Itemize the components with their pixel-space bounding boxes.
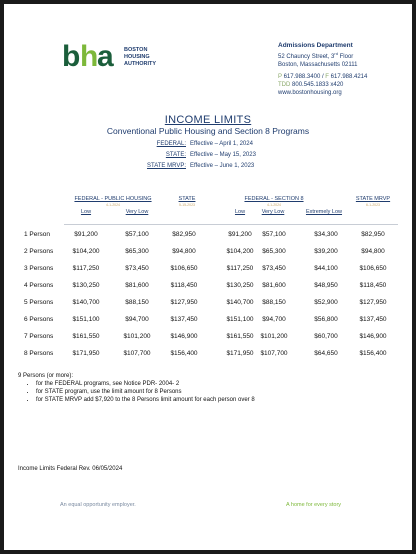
street-address: 52 Chauncy Street, 3rd Floor [278,51,354,60]
row-label: 4 Persons [24,282,54,289]
table-cell: $73,450 [125,265,149,272]
group-date-federal-ph: 4-1-2024 [105,203,120,207]
table-cell: $130,250 [72,282,100,289]
table-cell: $146,900 [170,333,198,340]
table-cell: $34,300 [314,231,338,238]
footer-equal-opportunity: An equal opportunity employer. [60,502,136,508]
table-cell: $171,950 [72,350,100,357]
table-cell: $91,200 [228,231,252,238]
logo-wordmark: BOSTON HOUSING AUTHORITY [124,47,157,67]
group-header-state-mrvp: STATE MRVP [355,196,391,202]
table-cell: $65,300 [125,248,149,255]
table-cell: $56,800 [314,316,338,323]
table-cell: $156,400 [359,350,387,357]
subheader-low-s8: Low [234,209,246,215]
table-cell: $137,450 [170,316,198,323]
table-header-rule [64,224,398,225]
city-address: Boston, Massachusetts 02111 [278,62,358,68]
row-label: 3 Persons [24,265,54,272]
row-label: 5 Persons [24,299,54,306]
table-cell: $146,900 [359,333,387,340]
table-cell: $57,100 [125,231,149,238]
table-cell: $57,100 [262,231,286,238]
logo-letter-b: b [62,40,80,73]
notes-section [18,372,255,404]
row-label: 7 Persons [24,333,54,340]
subheader-low: Low [80,209,92,215]
table-cell: $101,200 [123,333,151,340]
table-cell: $65,300 [262,248,286,255]
table-cell: $161,550 [226,333,254,340]
table-cell: $73,450 [262,265,286,272]
group-date-state: 5-15-2023 [179,203,195,207]
table-cell: $117,250 [72,265,100,272]
table-cell: $118,450 [359,282,387,289]
table-cell: $94,800 [172,248,196,255]
logo-letter-a: a [97,40,114,73]
table-cell: $101,200 [260,333,288,340]
table-cell: $104,200 [72,248,100,255]
page-subtitle: Conventional Public Housing and Section 8 Programs [106,126,310,136]
table-cell: $94,700 [125,316,149,323]
table-cell: $48,950 [314,282,338,289]
table-cell: $130,250 [226,282,254,289]
table-cell: $107,700 [123,350,151,357]
note-item: • for STATE program, use the limit amount for 8 Persons [36,388,255,396]
table-cell: $88,150 [262,299,286,306]
table-cell: $94,700 [262,316,286,323]
table-cell: $39,200 [314,248,338,255]
logo-letter-h: h [80,40,99,73]
table-cell: $140,700 [226,299,254,306]
document-page: b h a BOSTON HOUSING AUTHORITY Admissions Department 52 Chauncy Street, 3rd Floor Boston, Massachusetts 02111 P 617.988.3400 / F 617.988.4214 TDD 800.545.1833 x420 www.bostonhousing.org INCOME LIMITS Conventional Public Housing and Section 8 Programs FEDERAL: Effective – April 1, 2024 STATE: Effective – May 15, 2023 STATE MRVP: Effective – June 1, 2023 FEDERAL - PUBLIC HOUSING 4-1-2024 STATE 5-15-2023 FEDERAL - SECTION 8 4-1-2024 STATE MRVP 6-1-2023 Low Very Low Low Very Low Extremely Low 1 Person $91,200 $57,100 $82,950 $91,200 $57,100 $34,300 $82,950 2 Persons $104,200 $65,300 $94,800 $104,200 $65,300 $39,200 $94,800 3 Persons $117,250 $73,450 $106,650 $117,250 $73,450 $44,100 $106,650 4 Persons $130,250 $81,600 $118,450 $130,250 $81,600 $48,950 $118,450 5 Persons $140,700 $88,150 $127,950 $140,700 $88,150 $52,900 $127,950 6 Persons $151,100 $94,700 $137,450 $151,100 $94,700 $56,800 $137,450 7 Persons $161,550 $101,200 $146,900 $161,550 $101,200 $60,700 $146,900 8 Persons $171,950 $107,700 $156,400 $171,950 $107,700 $64,650 $156,400 9 Persons (or more): • for the FEDERAL programs, see Notice PDR- 2004- 2 • for STATE program, use the limit amount for 8 Persons • for STATE MRVP add $7,920 to the 8 Persons limit amount for each person over 8 Income Limits Federal Rev. 06/05/2024 An equal opportunity employer. A home for every story [4,4,412,550]
website-link[interactable]: www.bostonhousing.org [278,90,342,96]
table-cell: $140,700 [72,299,100,306]
table-cell: $104,200 [226,248,254,255]
revision-note: Income Limits Federal Rev. 06/05/2024 [18,466,123,472]
table-cell: $106,650 [359,265,387,272]
table-cell: $91,200 [74,231,98,238]
table-cell: $60,700 [314,333,338,340]
group-header-federal-s8: FEDERAL - SECTION 8 [244,196,304,202]
notes-list [18,380,255,404]
address-block [278,42,367,97]
group-header-state: STATE [178,196,196,202]
table-cell: $44,100 [314,265,338,272]
group-date-state-mrvp: 6-1-2023 [365,203,380,207]
table-cell: $106,650 [170,265,198,272]
table-cell: $127,950 [359,299,387,306]
table-cell: $64,650 [314,350,338,357]
group-header-federal-ph: FEDERAL - PUBLIC HOUSING [74,196,152,202]
group-date-federal-s8: 4-1-2024 [266,203,281,207]
table-cell: $88,150 [125,299,149,306]
row-label: 2 Persons [24,248,54,255]
table-cell: $82,950 [172,231,196,238]
table-cell: $151,100 [226,316,254,323]
subheader-very-low-s8: Very Low [261,209,285,215]
table-cell: $137,450 [359,316,387,323]
notes-heading: 9 Persons (or more): [18,373,74,379]
table-cell: $107,700 [260,350,288,357]
table-cell: $156,400 [170,350,198,357]
table-cell: $151,100 [72,316,100,323]
subheader-very-low: Very Low [125,209,149,215]
table-cell: $81,600 [125,282,149,289]
tdd-line: TDD 800.545.1833 x420 [278,82,344,88]
footer-tagline: A home for every story [286,502,342,508]
phone-line: P 617.988.3400 / F 617.988.4214 [278,74,368,80]
table-cell: $82,950 [361,231,385,238]
note-item: • for the FEDERAL programs, see Notice PDR- 2004- 2 [36,380,255,388]
table-cell: $94,800 [361,248,385,255]
page-title: INCOME LIMITS [164,114,252,126]
table-cell: $161,550 [72,333,100,340]
table-cell: $118,450 [170,282,198,289]
department-name: Admissions Department [278,42,353,49]
table-cell: $171,950 [226,350,254,357]
row-label: 6 Persons [24,316,54,323]
row-label: 1 Person [24,231,51,238]
table-cell: $52,900 [314,299,338,306]
table-cell: $127,950 [170,299,198,306]
row-label: 8 Persons [24,350,54,357]
table-cell: $81,600 [262,282,286,289]
table-cell: $117,250 [226,265,254,272]
subheader-extremely-low: Extremely Low [305,209,343,215]
note-item: • for STATE MRVP add $7,920 to the 8 Persons limit amount for each person over 8 [36,396,255,404]
